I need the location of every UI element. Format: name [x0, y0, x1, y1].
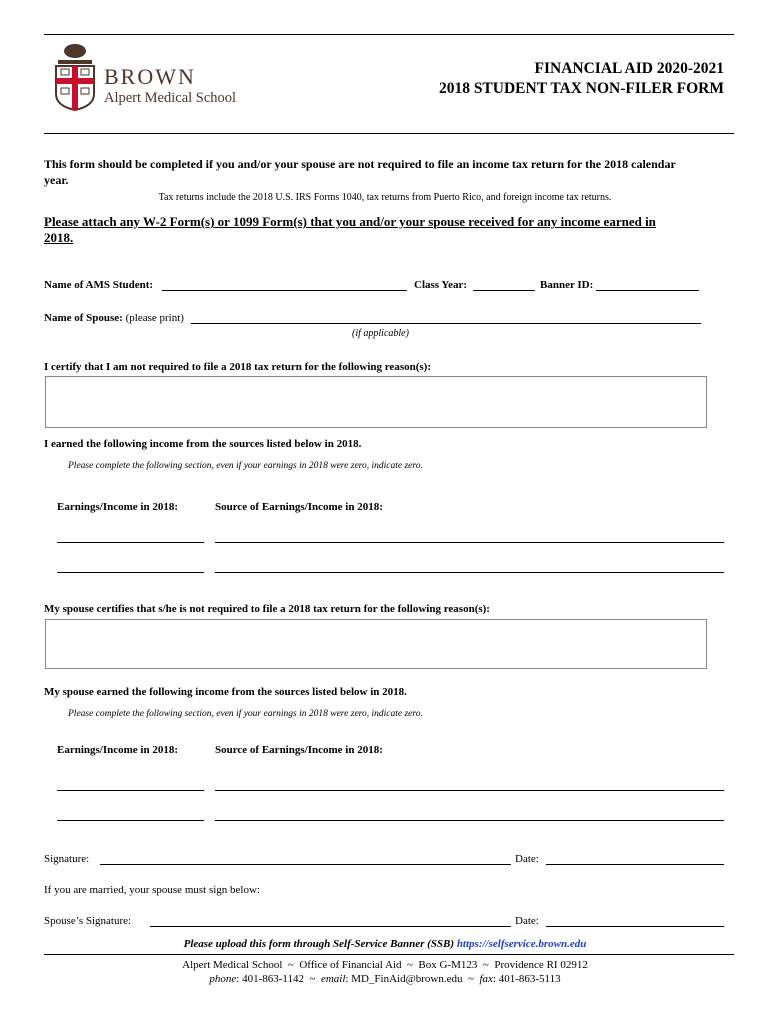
- spouse-name-hint: (please print): [125, 312, 184, 324]
- footer-contact: [0, 973, 770, 985]
- class-year-field[interactable]: [473, 290, 535, 291]
- header-rule: [44, 133, 734, 134]
- student-earnings-header: Earnings/Income in 2018:: [57, 501, 179, 513]
- student-certify-text: I certify that I am not required to file a 2018 tax return for the following reason(s):: [44, 361, 431, 373]
- brown-shield-icon: [52, 42, 98, 112]
- spouse-source-field-2[interactable]: [215, 820, 724, 821]
- spouse-name-label: Name of Spouse:: [44, 312, 123, 324]
- if-applicable-note: (if applicable): [352, 328, 409, 339]
- intro-line1: This form should be completed if you and/or your spouse are not required to file an income tax return for the 2018 calendar: [44, 157, 676, 171]
- upload-instruction: [0, 938, 770, 950]
- phone-number: : 401-863-1142 ~: [236, 973, 321, 985]
- phone-label: phone: [209, 973, 237, 985]
- ssb-link[interactable]: https://selfservice.brown.edu: [456, 938, 587, 950]
- banner-id-label: Banner ID:: [540, 279, 594, 291]
- spouse-signature-field[interactable]: [150, 926, 511, 927]
- student-income-heading: I earned the following income from the sources listed below in 2018.: [44, 438, 362, 450]
- signature-field[interactable]: [100, 864, 511, 865]
- top-rule: [44, 34, 734, 35]
- spouse-income-heading: My spouse earned the following income from the sources listed below in 2018.: [44, 686, 407, 698]
- spouse-name-field[interactable]: [191, 323, 701, 324]
- student-earnings-field-1[interactable]: [57, 542, 204, 543]
- intro-line2: year.: [44, 173, 69, 187]
- fax-label: fax: [479, 973, 493, 985]
- student-source-field-2[interactable]: [215, 572, 724, 573]
- spouse-earnings-header: Earnings/Income in 2018:: [57, 744, 179, 756]
- student-reason-box[interactable]: [45, 376, 707, 428]
- logo-subtitle: Alpert Medical School: [104, 90, 237, 106]
- spouse-income-note: Please complete the following section, even if your earnings in 2018 were zero, indicate zero.: [68, 709, 423, 719]
- spouse-earnings-field-2[interactable]: [57, 820, 204, 821]
- upload-text: Please upload this form through Self-Service Banner (SSB): [183, 938, 455, 950]
- signature-date-label: Date:: [515, 853, 539, 865]
- signature-label: Signature:: [44, 853, 90, 865]
- married-note: If you are married, your spouse must sign below:: [44, 884, 260, 896]
- student-source-field-1[interactable]: [215, 542, 724, 543]
- footer-address: Alpert Medical School ~ Office of Financial Aid ~ Box G-M123 ~ Providence RI 02912: [182, 959, 588, 971]
- student-income-note: Please complete the following section, even if your earnings in 2018 were zero, indicate zero.: [68, 461, 423, 471]
- student-name-label: Name of AMS Student:: [44, 279, 154, 291]
- student-name-field[interactable]: [162, 290, 407, 291]
- spouse-reason-box[interactable]: [45, 619, 707, 669]
- student-source-header: Source of Earnings/Income in 2018:: [215, 501, 383, 513]
- email-label: email: [320, 973, 346, 985]
- attach-instruction-line2: 2018.: [44, 230, 74, 245]
- student-earnings-field-2[interactable]: [57, 572, 204, 573]
- spouse-source-field-1[interactable]: [215, 790, 724, 791]
- form-title-line1: FINANCIAL AID 2020-2021: [534, 60, 724, 77]
- signature-date-field[interactable]: [546, 864, 724, 865]
- intro-note: Tax returns include the 2018 U.S. IRS Forms 1040, tax returns from Puerto Rico, and foreign income tax returns.: [158, 192, 612, 203]
- form-title-line2: 2018 STUDENT TAX NON-FILER FORM: [438, 80, 724, 97]
- class-year-label: Class Year:: [414, 279, 468, 291]
- spouse-signature-label: Spouse’s Signature:: [44, 915, 132, 927]
- spouse-date-field[interactable]: [546, 926, 724, 927]
- brown-logo: [52, 42, 252, 114]
- spouse-earnings-field-1[interactable]: [57, 790, 204, 791]
- fax-number: : 401-863-5113: [492, 973, 561, 985]
- banner-id-field[interactable]: [596, 290, 699, 291]
- spouse-date-label: Date:: [515, 915, 539, 927]
- email-address: : MD_FinAid@brown.edu ~: [345, 973, 480, 985]
- spouse-name-label-group: [44, 312, 184, 324]
- spouse-certify-text: My spouse certifies that s/he is not required to file a 2018 tax return for the following reason(s):: [44, 603, 490, 615]
- footer-rule: [44, 954, 734, 955]
- attach-instruction-line1: Please attach any W-2 Form(s) or 1099 Form(s) that you and/or your spouse received for any income earned in: [44, 214, 656, 229]
- spouse-source-header: Source of Earnings/Income in 2018:: [215, 744, 383, 756]
- logo-name: BROWN: [104, 64, 196, 89]
